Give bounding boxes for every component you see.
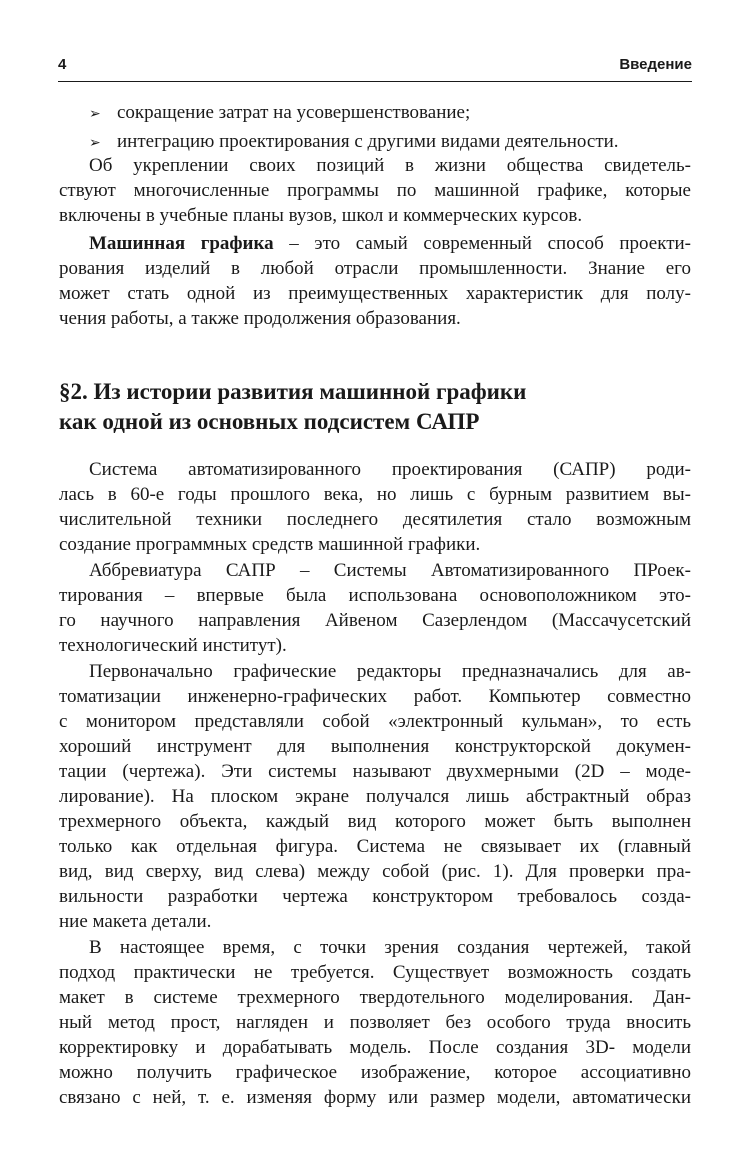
text-line: макет в системе трехмерного твердотельного моделирования. Дан-: [59, 987, 691, 1008]
text-line: го научного направления Айвеном Сазерлендом (Массачусетский: [59, 610, 691, 631]
text-line: Первоначально графические редакторы предназначались для ав-: [89, 661, 691, 682]
text-line: связано с ней, т. е. изменяя форму или размер модели, автоматически: [59, 1087, 691, 1108]
text-line: числительной техники последнего десятилетия стало возможным: [59, 509, 691, 530]
paragraph-definition: [59, 231, 691, 331]
paragraph-cad-origin: [59, 457, 691, 557]
arrowhead-bullet-icon: ➢: [89, 135, 101, 151]
list-item: [89, 129, 691, 156]
text-line: чения работы, а также продолжения образования.: [59, 308, 461, 329]
page-number: 4: [58, 56, 67, 73]
text-line: лась в 60-е годы прошлого века, но лишь с бурным развитием вы-: [59, 484, 691, 505]
bullet-text: сокращение затрат на усовершенствование;: [117, 102, 471, 123]
text-line: технологический институт).: [59, 635, 287, 656]
text-line: В настоящее время, с точки зрения создания чертежей, такой: [89, 937, 691, 958]
text-line: Аббревиатура САПР – Системы Автоматизированного ПРоек-: [89, 560, 691, 581]
text-line: рования изделий в любой отрасли промышленности. Знание его: [59, 258, 691, 279]
text-line: хороший инструмент для выполнения конструкторской докумен-: [59, 736, 691, 757]
bullet-text: интеграцию проектирования с другими видами деятельности.: [117, 131, 619, 152]
text-line: Система автоматизированного проектирования (САПР) роди-: [89, 459, 691, 480]
text-line: ный метод прост, нагляден и позволяет без особого труда вносить: [59, 1012, 691, 1033]
text-line: трехмерного объекта, каждый вид которого может быть выполнен: [59, 811, 691, 832]
bullet-list: [89, 100, 691, 156]
heading-line: как одной из основных подсистем САПР: [59, 409, 480, 434]
text-line: тирования – впервые была использована основоположником это-: [59, 585, 691, 606]
text-line: ние макета детали.: [59, 911, 212, 932]
text-line: только как отдельная фигура. Система не связывает их (главный: [59, 836, 691, 857]
paragraph-3d-modeling: [59, 935, 691, 1110]
text-line: ствуют многочисленные программы по машинной графике, которые: [59, 180, 691, 201]
running-head: [58, 56, 692, 78]
text-line: корректировку и дорабатывать модель. После создания 3D- модели: [59, 1037, 691, 1058]
text-line: Об укреплении своих позиций в жизни общества свидетель-: [89, 155, 691, 176]
defined-term: Машинная графика: [89, 233, 274, 254]
text-line: с монитором представляли собой «электронный кульман», то есть: [59, 711, 691, 732]
text-line: лирование). На плоском экране получался лишь абстрактный образ: [59, 786, 691, 807]
arrowhead-bullet-icon: ➢: [89, 106, 101, 122]
running-title: Введение: [619, 56, 692, 73]
heading-line: §2. Из истории развития машинной графики: [59, 379, 527, 404]
text-line: [59, 231, 691, 256]
section-heading: [59, 377, 699, 437]
paragraph-abbreviation: [59, 558, 691, 658]
paragraph-societal-position: [59, 153, 691, 228]
text-line: можно получить графическое изображение, которое ассоциативно: [59, 1062, 691, 1083]
definition-text: – это самый современный способ проекти-: [273, 233, 691, 254]
text-line: вильности разработки чертежа конструктором требовалось созда-: [59, 886, 691, 907]
text-line: создание программных средств машинной графики.: [59, 534, 481, 555]
paragraph-graphic-editors: [59, 659, 691, 934]
text-line: тации (чертежа). Эти системы называют двухмерными (2D – моде-: [59, 761, 691, 782]
text-line: включены в учебные планы вузов, школ и коммерческих курсов.: [59, 205, 583, 226]
text-line: может стать одной из преимущественных характеристик для полу-: [59, 283, 691, 304]
text-line: томатизации инженерно-графических работ. Компьютер совместно: [59, 686, 691, 707]
header-rule: [58, 81, 692, 82]
list-item: [89, 100, 691, 127]
text-line: вид, вид сверху, вид слева) между собой (рис. 1). Для проверки пра-: [59, 861, 691, 882]
text-line: подход практически не требуется. Существует возможность создать: [59, 962, 691, 983]
